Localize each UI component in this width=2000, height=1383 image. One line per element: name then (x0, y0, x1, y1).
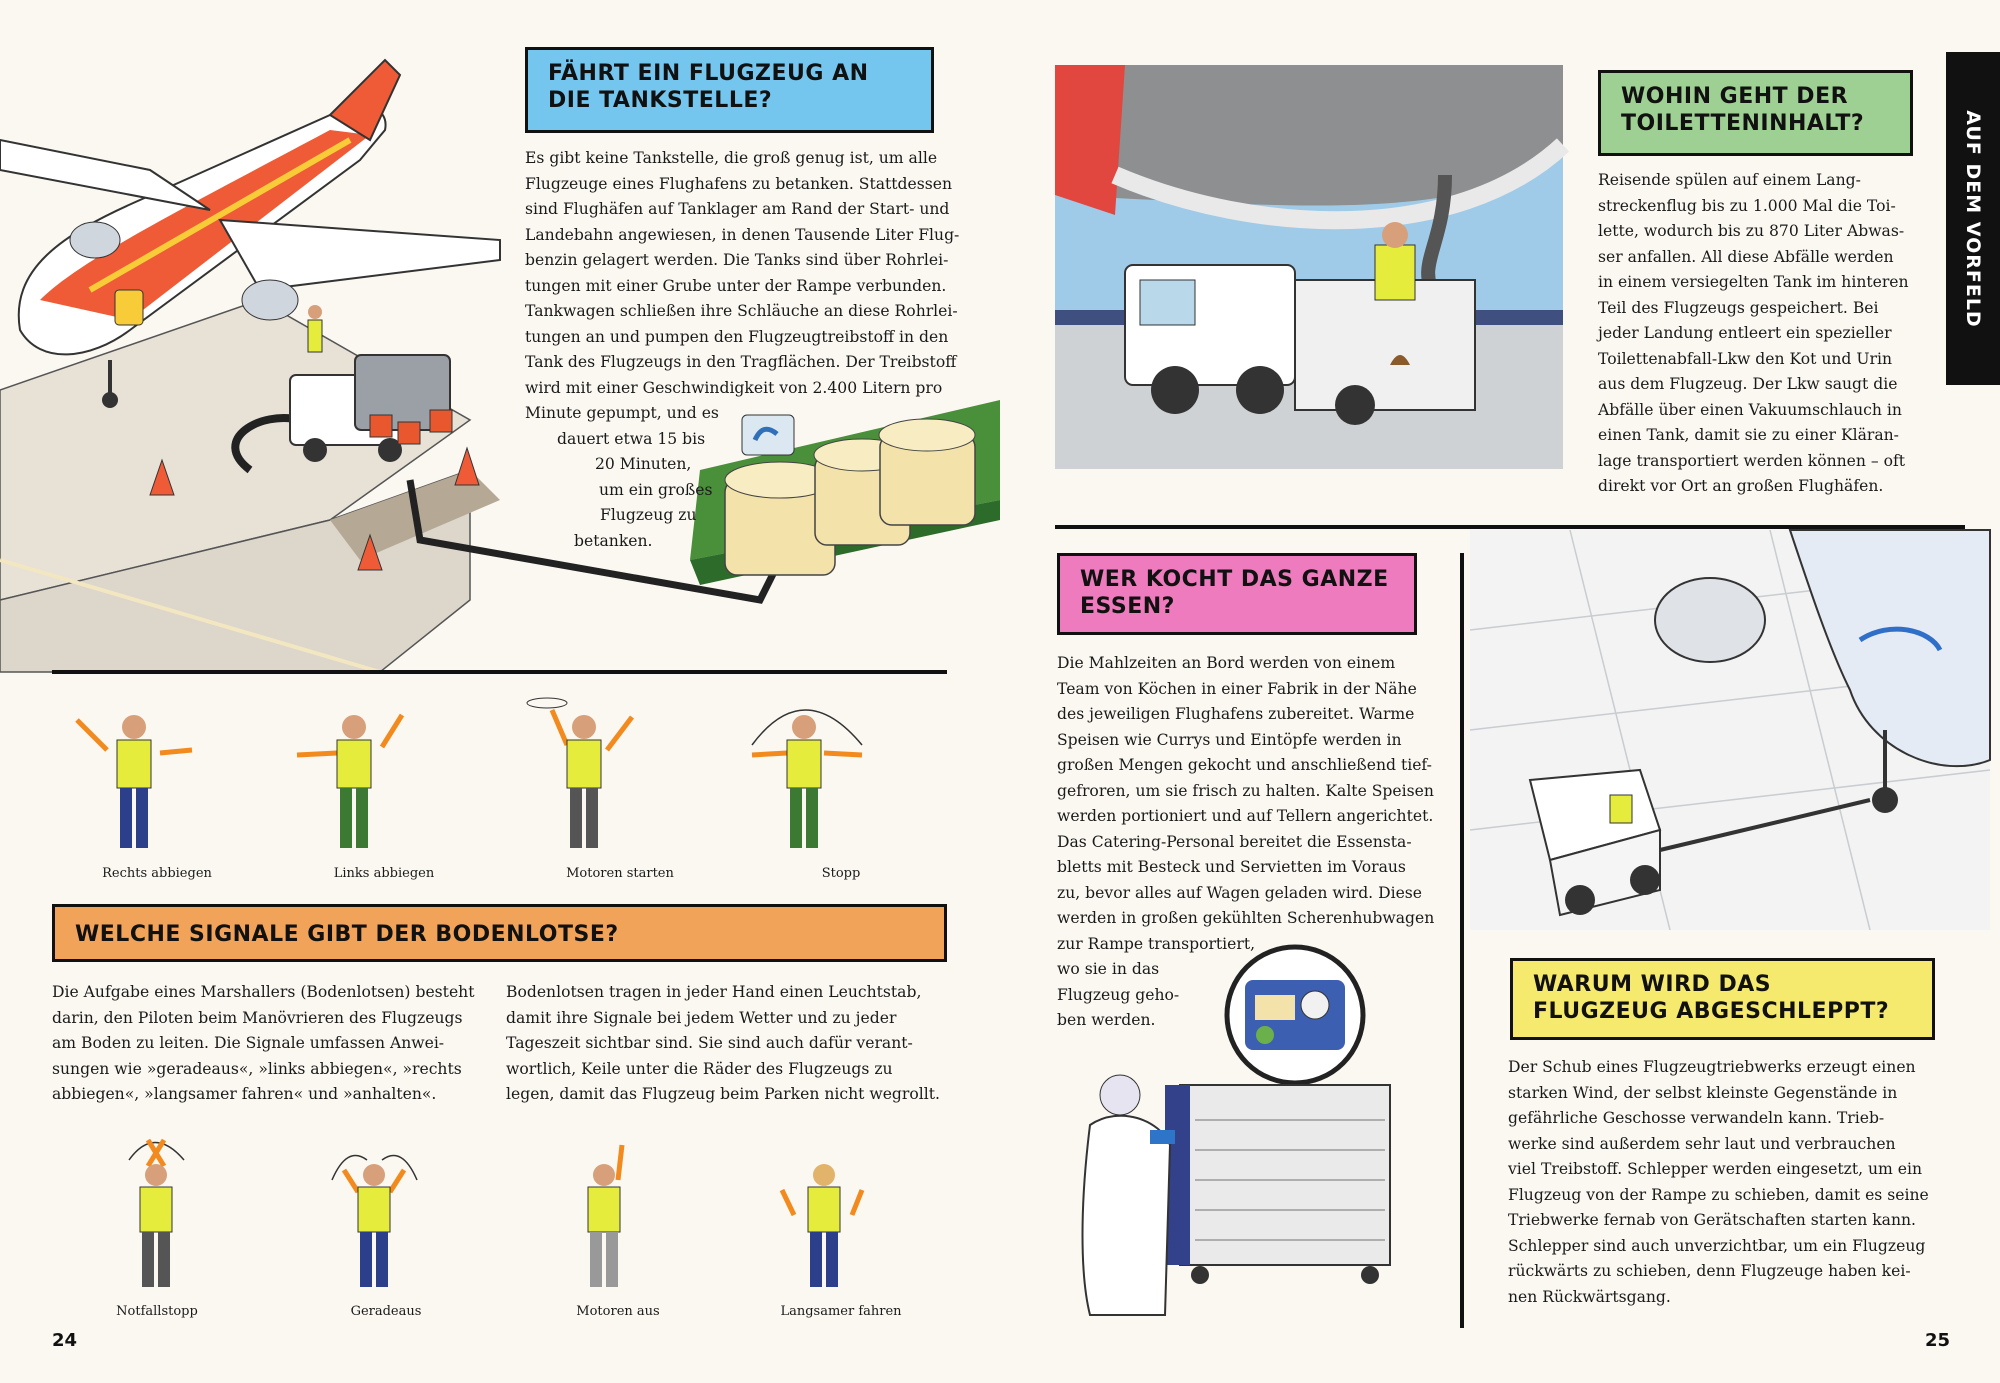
tow-body (1508, 1055, 1948, 1310)
text-line: Flugzeug zu (600, 506, 697, 524)
text-line: gefährliche Geschosse verwandeln kann. Trieb- (1508, 1109, 1885, 1127)
text-line: gefroren, um sie frisch zu halten. Kalte Speisen (1057, 781, 1434, 800)
text-line: Flugzeug geho- (1057, 985, 1180, 1004)
catering-heading-text: WER KOCHT DAS GANZE ESSEN? (1080, 567, 1389, 619)
text-line: Flugzeuge eines Flughafens zu betanken. Stattdessen (525, 174, 953, 193)
text-line: Tankwagen schließen ihre Schläuche an diese Rohrlei- (525, 302, 958, 320)
fuel-heading (525, 47, 934, 133)
text-line: darin, den Piloten beim Manövrieren des Flugzeugs (52, 1008, 463, 1027)
divider (52, 670, 947, 674)
text-line: sind Flughäfen auf Tanklager am Rand der Start- und (525, 200, 950, 218)
text-line: wo sie in das (1057, 960, 1160, 978)
text-line: Bodenlotsen tragen in jeder Hand einen Leuchtstab, (506, 983, 922, 1001)
section-side-tab (1946, 52, 2000, 385)
text-line: betanken. (574, 531, 653, 550)
text-line: großen Mengen gekocht und anschließend tief- (1057, 756, 1432, 774)
text-line: Triebwerke fernab von Gerätschaften starten kann. (1508, 1211, 1916, 1229)
side-tab-label: AUF DEM VORFELD (1962, 109, 1984, 328)
signals-body-col2 (506, 980, 951, 1108)
signals-heading (52, 904, 947, 962)
marshaller-figures-top (52, 695, 952, 865)
text-line: wird mit einer Geschwindigkeit von 2.400 Litern pro (525, 378, 943, 397)
fuel-body (525, 146, 965, 554)
text-line: Tageszeit sichtbar sind. Sie sind auch dafür verant- (506, 1034, 913, 1052)
text-line: aus dem Flugzeug. Der Lkw saugt die (1598, 375, 1898, 393)
text-line: legen, damit das Flugzeug beim Parken nicht wegrollt. (506, 1085, 940, 1103)
signal-caption: Rechts abbiegen (102, 866, 212, 881)
text-line: werke sind außerdem sehr laut und verbrauchen (1508, 1134, 1896, 1153)
toilet-truck-illustration (1055, 65, 1563, 469)
text-line: Abfälle über einen Vakuumschlauch in (1598, 400, 1902, 419)
tow-heading-text: WARUM WIRD DAS FLUGZEUG ABGESCHLEPPT? (1533, 972, 1890, 1024)
text-line: zu, bevor alles auf Wagen geladen wird. Diese (1057, 883, 1423, 902)
text-line: Reisende spülen auf einem Lang- (1598, 171, 1861, 189)
page-number-right: 25 (1925, 1330, 1951, 1351)
text-line: 20 Minuten, (595, 455, 692, 473)
divider (1460, 553, 1464, 1328)
divider (1055, 525, 1965, 529)
text-line: ben werden. (1057, 1011, 1156, 1029)
toilet-heading (1598, 70, 1913, 156)
text-line: Tank des Flugzeugs in den Tragflächen. Der Treibstoff (525, 353, 957, 371)
page-number-left: 24 (52, 1330, 78, 1351)
fuel-heading-text: FÄHRT EIN FLUGZEUG AN DIE TANKSTELLE? (548, 61, 869, 113)
text-line: wortlich, Keile unter die Räder des Flugzeugs zu (506, 1059, 893, 1078)
text-line: des jeweiligen Flughafens zubereitet. Warme (1057, 705, 1415, 723)
text-line: um ein großes (599, 480, 713, 499)
text-line: Die Mahlzeiten an Bord werden von einem (1057, 654, 1396, 672)
text-line: Der Schub eines Flugzeugtriebwerks erzeugt einen (1508, 1058, 1916, 1076)
toilet-body (1598, 168, 1938, 500)
text-line: Schlepper sind auch unverzichtbar, um ein Flugzeug (1508, 1236, 1926, 1255)
text-line: Landebahn angewiesen, in denen Tausende Liter Flug- (525, 225, 960, 244)
catering-illustration (1060, 945, 1440, 1325)
text-line: Die Aufgabe eines Marshallers (Bodenlotsen) besteht (52, 983, 475, 1001)
text-line: Das Catering-Personal bereitet die Essensta- (1057, 832, 1412, 851)
signals-heading-text: WELCHE SIGNALE GIBT DER BODENLOTSE? (75, 922, 619, 947)
tow-heading (1510, 958, 1935, 1040)
text-line: am Boden zu leiten. Die Signale umfassen Anwei- (52, 1034, 445, 1052)
signal-caption: Stopp (821, 866, 861, 881)
text-line: sungen wie »geradeaus«, »links abbiegen«, »rechts (52, 1059, 462, 1078)
signals-body-col1 (52, 980, 492, 1108)
text-line: lette, wodurch bis zu 870 Liter Abwas- (1598, 222, 1905, 240)
text-line: Team von Köchen in einer Fabrik in der Nähe (1057, 679, 1417, 698)
text-line: Es gibt keine Tankstelle, die groß genug ist, um alle (525, 149, 938, 167)
signal-caption: Links abbiegen (333, 866, 435, 881)
marshaller-figures-bottom (52, 1130, 952, 1300)
text-line: viel Treibstoff. Schlepper werden eingesetzt, um ein (1508, 1160, 1923, 1178)
text-line: jeder Landung entleert ein spezieller (1598, 324, 1892, 342)
signal-caption: Langsamer fahren (780, 1304, 902, 1319)
signal-caption: Notfallstopp (116, 1304, 198, 1319)
text-line: werden portioniert und auf Tellern angerichtet. (1057, 807, 1434, 825)
text-line: in einem versiegelten Tank im hinteren (1598, 273, 1909, 291)
text-line: werden in großen gekühlten Scherenhubwagen (1057, 909, 1435, 927)
text-line: rückwärts zu schieben, denn Flugzeuge haben kei- (1508, 1262, 1911, 1280)
toilet-heading-text: WOHIN GEHT DER TOILETTENINHALT? (1621, 84, 1865, 136)
text-line: Minute gepumpt, und es (525, 404, 719, 422)
text-line: bletts mit Besteck und Servietten im Voraus (1057, 858, 1406, 876)
signal-caption: Motoren starten (566, 866, 674, 881)
catering-heading (1057, 553, 1417, 635)
text-line: abbiegen«, »langsamer fahren« und »anhalten«. (52, 1085, 437, 1103)
text-line: dauert etwa 15 bis (557, 429, 706, 448)
text-line: direkt vor Ort an großen Flughäfen. (1598, 477, 1884, 495)
text-line: einen Tank, damit sie zu einer Kläran- (1598, 426, 1899, 444)
text-line: benzin gelagert werden. Die Tanks sind über Rohrlei- (525, 251, 949, 269)
text-line: ser anfallen. All diese Abfälle werden (1598, 247, 1894, 266)
tow-illustration (1470, 530, 1990, 930)
signal-caption: Geradeaus (350, 1304, 422, 1319)
text-line: streckenflug bis zu 1.000 Mal die Toi- (1598, 196, 1896, 215)
text-line: Speisen wie Currys und Eintöpfe werden in (1057, 730, 1402, 749)
text-line: Flugzeug von der Rampe zu schieben, damit es seine (1508, 1185, 1929, 1204)
text-line: lage transportiert werden können – oft (1598, 451, 1906, 470)
text-line: Teil des Flugzeugs gespeichert. Bei (1598, 298, 1879, 317)
text-line: tungen an und pumpen den Flugzeugtreibstoff in den (525, 327, 949, 346)
text-line: zur Rampe transportiert, (1057, 934, 1256, 953)
text-line: starken Wind, der selbst kleinste Gegenstände in (1508, 1083, 1898, 1102)
signal-caption: Motoren aus (576, 1304, 660, 1319)
text-line: Toilettenabfall-Lkw den Kot und Urin (1598, 349, 1892, 368)
text-line: nen Rückwärtsgang. (1508, 1287, 1671, 1306)
text-line: damit ihre Signale bei jedem Wetter und zu jeder (506, 1008, 897, 1027)
text-line: tungen mit einer Grube unter der Rampe verbunden. (525, 276, 947, 295)
